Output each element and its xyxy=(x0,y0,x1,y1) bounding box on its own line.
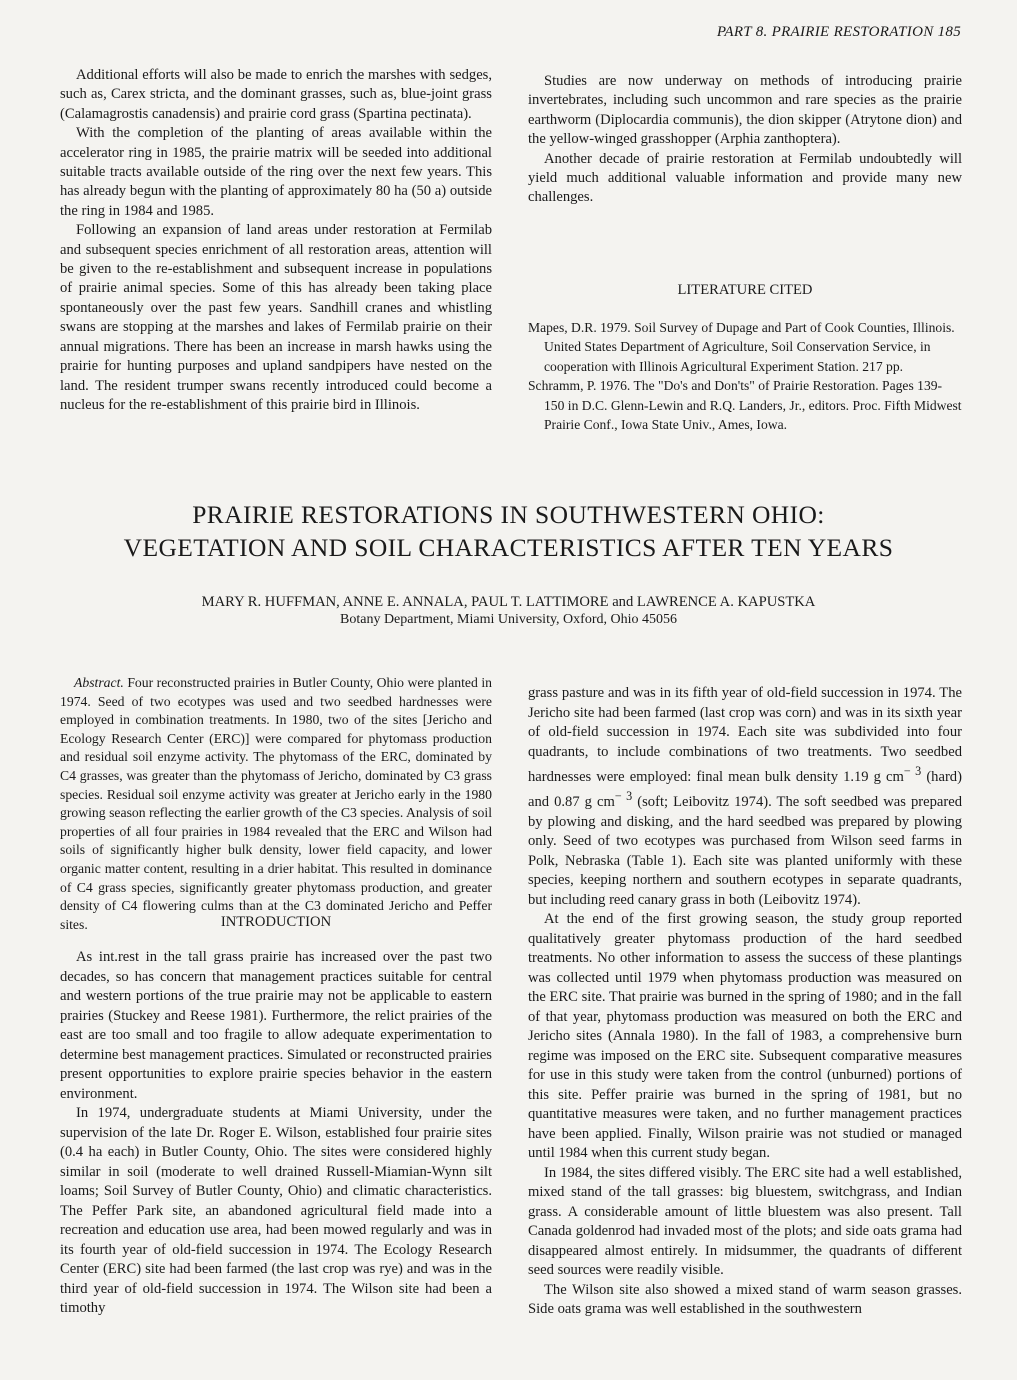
text-run: grass pasture and was in its fifth year of old-field succession in 1974. The Jericho site had been farmed (last crop was corn) and was in its sixth year of old-field succession in 1974. Each site was subdivided into four quadrants, to include combinations of two treatments. Two seedbed hardnesses were employed: final mean bulk density 1.19 g cm xyxy=(528,685,962,785)
article-title xyxy=(0,498,1017,564)
reference-list xyxy=(528,318,962,434)
paragraph: In 1974, undergraduate students at Miami University, under the supervision of the late Dr. Roger E. Wilson, established four prairie sites (0.4 ha each) in Butler County, Ohio. The sites were considered highly similar in soil (moderate to well drained Russell-Miamian-Wynn silt loams; Soil Survey of Butler County, Ohio) and climatic characteristics. The Peffer Park site, an abandoned agricultural field made into a recreation and education use area, had been mowed regularly and was in its fourth year of old-field succession in 1974. The Ecology Research Center (ERC) site had been farmed (the last crop was rye) and was in the third year of old-field succession in 1974. The Wilson site had been a timothy xyxy=(60,1105,492,1316)
reference-item: Mapes, D.R. 1979. Soil Survey of Dupage and Part of Cook Counties, Illinois. United States Department of Agriculture, Soil Conservation Service, in cooperation with Illinois Agricultural Experiment Station. 217 pp. xyxy=(528,320,955,374)
introduction-left-column xyxy=(60,948,492,1319)
paragraph: In 1984, the sites differed visibly. The ERC site had a well established, mixed stand of the tall grasses: big bluestem, switchgrass, and Indian grass. A considerable amount of little bluestem was also present. Tall Canada goldenrod had invaded most of the plots; and side oats grama had disappeared almost entirely. In midsummer, the quadrants of different seed sources were readily visible. xyxy=(528,1164,962,1279)
literature-cited-heading: LITERATURE CITED xyxy=(677,282,813,298)
superscript: − 3 xyxy=(903,764,922,778)
running-head: PART 8. PRAIRIE RESTORATION 185 xyxy=(716,24,961,40)
title-line: VEGETATION AND SOIL CHARACTERISTICS AFTER TEN YEARS xyxy=(123,533,894,562)
author-list: MARY R. HUFFMAN, ANNE E. ANNALA, PAUL T. LATTIMORE and LAWRENCE A. KAPUSTKA xyxy=(201,594,816,610)
text-run: (hard) and 0.87 g cm xyxy=(528,768,962,811)
introduction-right-column xyxy=(528,684,962,1320)
superscript: − 3 xyxy=(614,789,633,804)
prev-article-left-column xyxy=(60,66,492,415)
abstract xyxy=(60,674,492,934)
paragraph: Following an expansion of land areas under restoration at Fermilab and subsequent species enrichment of all restoration areas, attention will be given to the re-establishment and subsequent increase in populations of prairie animal species. Some of this has already been taking place spontaneously over the past few years. Sandhill cranes and whistling swans are stopping at the marshes and lakes of Fermilab prairie on their annual migrations. There has been an increase in marsh hawks using the prairie for hunting purposes and upland sandpipers have nested on the land. The resident trumper swans recently introduced could become a nucleus for the re-establishment of this prairie bird in Illinois. xyxy=(60,222,492,413)
paragraph: At the end of the first growing season, the study group reported qualitatively greater phytomass production of the hard seedbed treatments. No other information to assess the success of these plantings was collected until 1979 when phytomass production was measured on the ERC site. That prairie was burned in the spring of 1980; and in the fall of that year, phytomass production was measured on both the ERC and Jericho sites (Annala 1980). In the fall of 1983, a comprehensive burn regime was imposed on the ERC site. Subsequent comparative measures for use in this study were taken from the control (unburned) portions of this site. Peffer prairie was burned in the spring of 1981, but no quantitative measures were taken, and no further management practices have been applied. Finally, Wilson prairie was not studied or managed until 1984 when this current study began. xyxy=(528,911,962,1162)
paragraph: With the completion of the planting of areas available within the accelerator ring in 1985, the prairie matrix will be seeded into additional suitable tracts available outside of the ring over the next few years. This has already begun with the planting of approximately 80 ha (50 a) outside the ring in 1984 and 1985. xyxy=(60,125,492,219)
text-run: (soft; Leibovitz 1974). The soft seedbed was prepared by plowing and disking, and the hard seedbed was prepared by plowing only. Seed of two ecotypes was purchased from Wilson seed farms in Polk, Nebraska (Table 1). Each site was planted uniformly with these species, keeping northern and southern ecotypes in separate quadrants, but including reed canary grass in both (Leibovitz 1974). xyxy=(528,794,963,908)
paragraph: Another decade of prairie restoration at Fermilab undoubtedly will yield much additional valuable information and provide many new challenges. xyxy=(528,150,962,206)
paragraph: As int.rest in the tall grass prairie has increased over the past two decades, so has concern that management practices suitable for central and western portions of the true prairie may not be applicable to eastern prairies (Stuckey and Reese 1981). Furthermore, the relict prairies of the east are too small and too fragile to allow adequate experimentation to determine best management practices. Simulated or reconstructed prairies present opportunities to explore prairie species behavior in the eastern environment. xyxy=(60,949,492,1102)
paragraph: Additional efforts will also be made to enrich the marshes with sedges, such as, Carex stricta, and the dominant grasses, such as, blue-joint grass (Calamagrostis canadensis) and prairie cord grass (Spartina pectinata). xyxy=(60,67,492,122)
affiliation: Botany Department, Miami University, Oxford, Ohio 45056 xyxy=(340,612,677,627)
paragraph: The Wilson site also showed a mixed stand of warm season grasses. Side oats grama was well established in the southwestern xyxy=(528,1281,962,1318)
paragraph xyxy=(528,684,962,910)
reference-item: Schramm, P. 1976. The "Do's and Don'ts" of Prairie Restoration. Pages 139-150 in D.C. Glenn-Lewin and R.Q. Landers, Jr., editors. Proc. Fifth Midwest Prairie Conf., Iowa State Univ., Ames, Iowa. xyxy=(528,378,962,433)
paragraph: Studies are now underway on methods of introducing prairie invertebrates, including such uncommon and rare species as the prairie earthworm (Diplocardia communis), the dion skipper (Atrytone dion) and the yellow-winged grasshopper (Arphia zanthoptera). xyxy=(528,73,962,148)
title-line: PRAIRIE RESTORATIONS IN SOUTHWESTERN OHIO: xyxy=(192,500,825,529)
prev-article-right-column xyxy=(528,72,962,208)
introduction-heading: INTRODUCTION xyxy=(220,914,332,930)
abstract-paragraph xyxy=(60,674,492,934)
abstract-label: Abstract. xyxy=(74,675,124,690)
abstract-text: Four reconstructed prairies in Butler County, Ohio were planted in 1974. Seed of two ecotypes was used and two seedbed hardnesses were employed in combination treatments. In 1980, two of the sites [Jericho and Ecology Research Center (ERC)] were compared for phytomass production and residual soil enzyme activity. The phytomass of the ERC, dominated by C4 grasses, was greater than the phytomass of Jericho, dominated by C3 grass species. Residual soil enzyme activity was greater at Jericho early in the 1980 growing season reflecting the earlier growth of the C3 species. Analysis of soil properties of all four prairies in 1984 revealed that the ERC and Wilson had soils of significantly higher bulk density, lower field capacity, and lower organic matter content, resulting in a drier habitat. This resulted in dominance of C4 grass species, significantly greater phytomass production, and greater density of C4 flowering culms than at the C3 dominated Jericho and Peffer sites. xyxy=(60,675,492,932)
